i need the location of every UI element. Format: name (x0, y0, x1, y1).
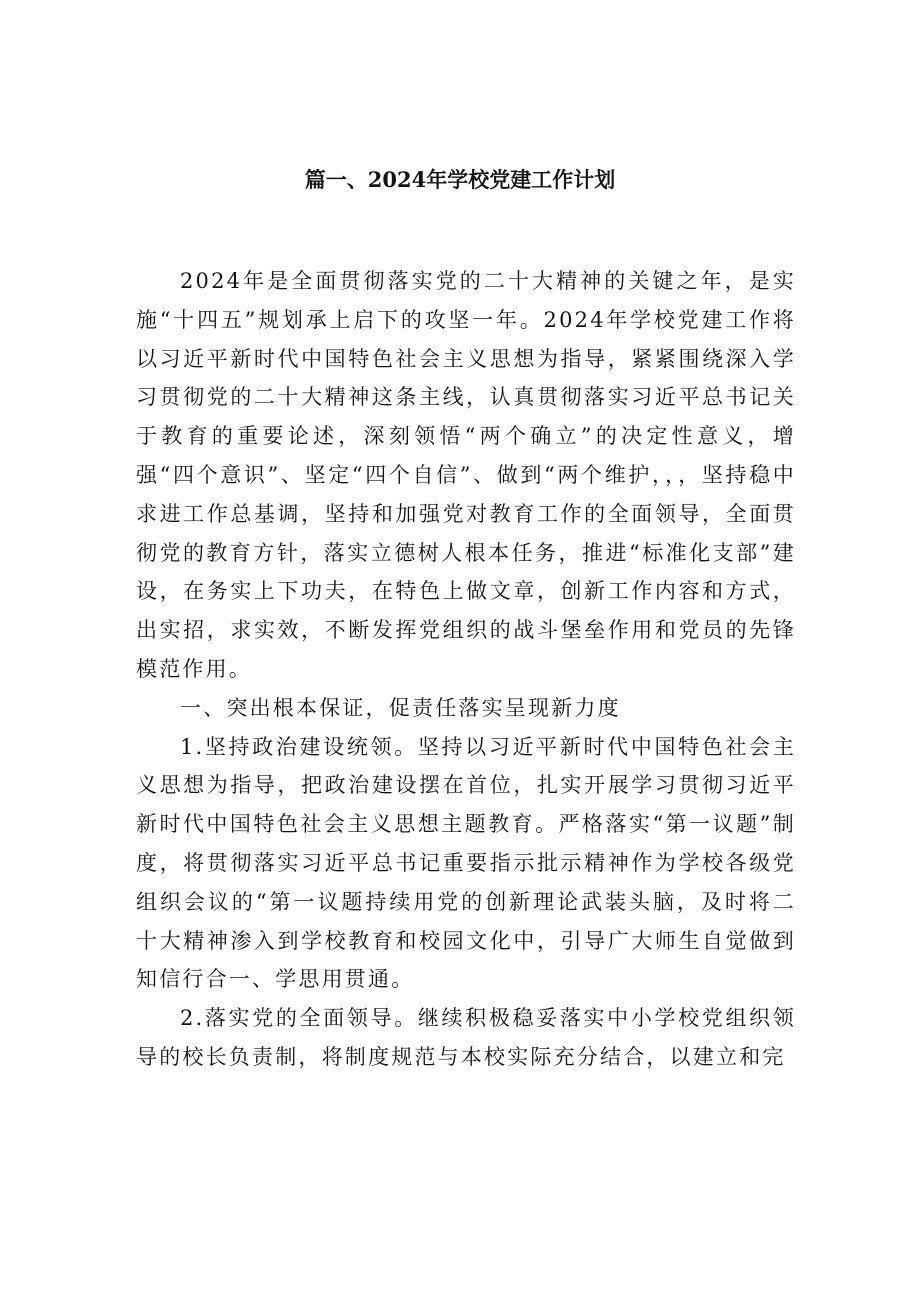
document-title: 篇一、2024年学校党建工作计划 (304, 167, 616, 192)
item-paragraph-one: 1.坚持政治建设统领。坚持以习近平新时代中国特色社会主义思想为指导，把政治建设摆在首位，扎实开展学习贯彻习近平新时代中国特色社会主义思想主题教育。严格落实“第一议题”制度，将贯彻落实习近平总书记重要指示批示精神作为学校各级党组织会议的“第一议题持续用党的创新理论武装头脑，及时将二十大精神渗入到学校教育和校园文化中，引导广大师生自觉做到知信行合一、学思用贯通。 (136, 734, 796, 992)
intro-paragraph: 2024年是全面贯彻落实党的二十大精神的关键之年，是实施“十四五”规划承上启下的攻坚一年。2024年学校党建工作将以习近平新时代中国特色社会主义思想为指导，紧紧围绕深入学习贯彻党的二十大精神这条主线，认真贯彻落实习近平总书记关于教育的重要论述，深刻领悟“两个确立”的决定性意义，增强“四个意识”、坚定“四个自信”、做到“两个维护，，，坚持稳中求进工作总基调，坚持和加强党对教育工作的全面领导，全面贯彻党的教育方针，落实立德树人根本任务，推进“标准化支部”建设，在务实上下功夫，在特色上做文章，创新工作内容和方式，出实招，求实效，不断发挥党组织的战斗堡垒作用和党员的先锋模范作用。 (136, 269, 796, 681)
document-body (136, 262, 796, 1077)
section-heading-one: 一、突出根本保证，促责任落实呈现新力度 (180, 695, 621, 720)
item-paragraph-two: 2.落实党的全面领导。继续积极稳妥落实中小学校党组织领导的校长负责制，将制度规范与本校实际充分结合，以建立和完 (136, 1006, 796, 1069)
